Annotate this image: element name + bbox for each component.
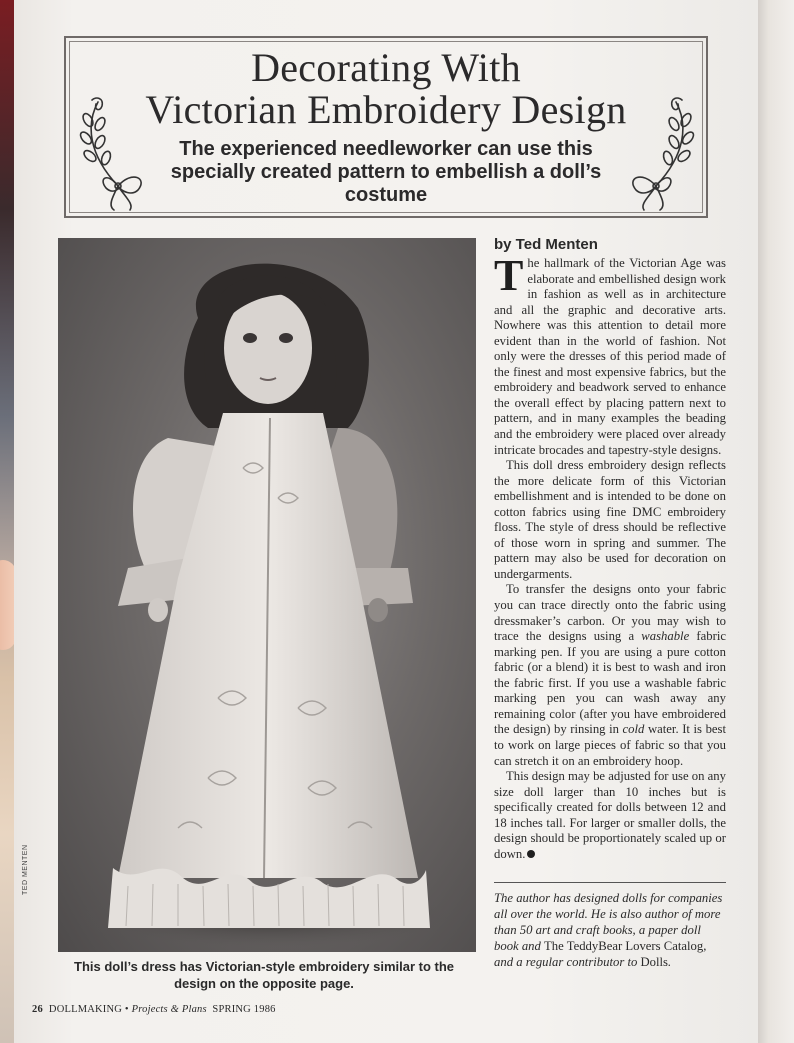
page-footer: 26 DOLLMAKING • Projects & Plans SPRING 1986 — [32, 1004, 276, 1015]
drop-cap: T — [494, 251, 524, 300]
photo-credit: TED MENTEN — [22, 844, 29, 895]
article-paragraph: To transfer the designs onto your fabric you can trace directly onto the fabric using dressmaker’s carbon. Or you may wish to trace the designs using a washable fabric marking pen. If you are using a pure cotton fabric (or a blend) it is best to wash and iron the fabric first. If you use a washable fabric marking pen you can wash away any remaining color (after you have embroidered the design) by rinsing in cold water. It is best to work on large pieces of fabric so that you can stretch it on an embroidery hoop. — [494, 582, 727, 768]
photo-caption: This doll’s dress has Victorian-style embroidery similar to the design on the opposite page. — [74, 959, 455, 991]
doll-photo — [58, 238, 476, 952]
article-paragraph: This doll dress embroidery design reflects the more delicate form of this Victorian embellishment and is intended to be done on cotton fabrics using fine DMC embroidery floss. The style of dress should be reflective of those worn in spring and summer. The pattern may also be used for decoration on undergarments. — [494, 458, 726, 581]
end-mark-icon — [527, 850, 535, 858]
page-number: 26 — [32, 1004, 43, 1015]
title-line-1: Decorating With — [251, 45, 521, 90]
magazine-page — [14, 0, 758, 1043]
article-body — [494, 251, 727, 862]
article-paragraph: The hallmark of the Victorian Age was elaborate and embellished design work in fashion as well as in architecture and all the graphic and decorative arts. Nowhere was this attention to detail more evident than in the world of fashion. Not only were the dresses of this period made of the finest and most expensive fabrics, but the embroidery and beadwork served to enhance the overall effect by placing pattern next to pattern, and in many examples the beading and the embroidery were placed over already intricate brocades and tapestry-style designs. — [494, 251, 726, 457]
author-note: The author has designed dolls for companies all over the world. He is also author of more than 50 art and craft books, a paper doll book and The TeddyBear Lovers Catalog, and a regular contributor to Dolls. — [494, 891, 723, 969]
issue: SPRING 1986 — [212, 1004, 276, 1015]
floral-flourish-right-icon — [608, 94, 696, 214]
subtitle: The experienced needleworker can use this specially created pattern to embellish a doll’s costume — [170, 138, 602, 206]
divider — [494, 882, 726, 883]
doll-illustration — [58, 238, 476, 952]
facing-page-edge — [752, 0, 794, 1043]
floral-flourish-left-icon — [78, 94, 166, 214]
section-name: Projects & Plans — [131, 1004, 207, 1015]
article-paragraph: This design may be adjusted for use on any size doll larger than 10 inches but is specifically created for dolls between 12 and 18 inches tall. For larger or smaller dolls, the design should be proportionately scaled up or down. — [494, 769, 726, 861]
title-box — [64, 36, 708, 218]
magazine-name: DOLLMAKING — [48, 1004, 123, 1015]
title-line-2: Victorian Embroidery Design — [145, 87, 627, 132]
byline: by Ted Menten — [494, 236, 598, 253]
